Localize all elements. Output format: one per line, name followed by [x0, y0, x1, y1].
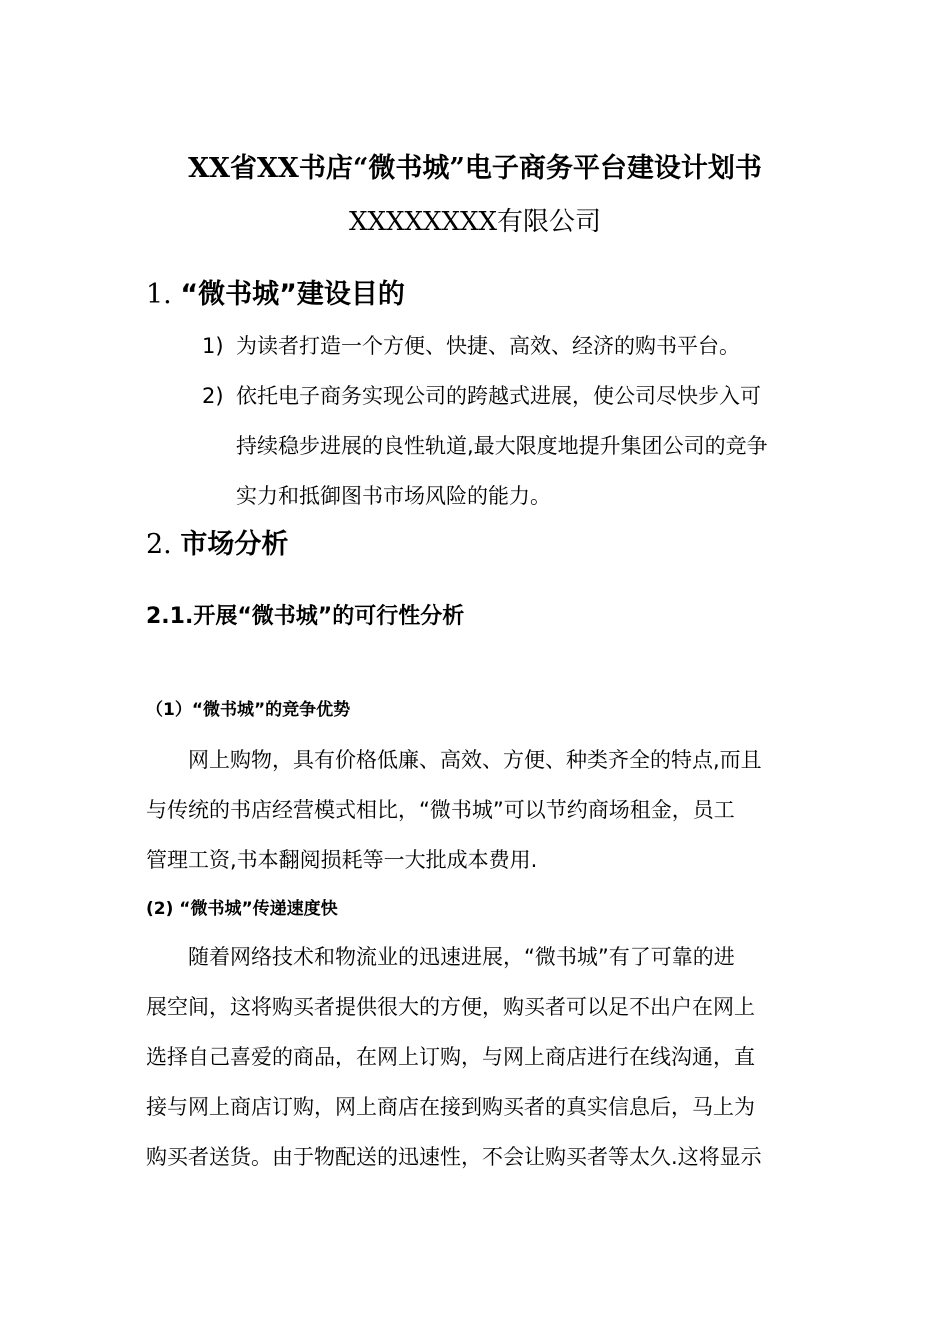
paragraph-line: 接与网上商店订购，网上商店在接到购买者的真实信息后，马上为	[146, 1095, 755, 1119]
list-item-text: 依托电子商务实现公司的跨越式进展，使公司尽快步入可	[236, 384, 761, 408]
list-marker: 1)	[202, 334, 224, 358]
section-1-heading	[146, 277, 405, 313]
paragraph-line: 选择自己喜爱的商品，在网上订购，与网上商店进行在线沟通，直	[146, 1045, 755, 1069]
point-heading: （1）“微书城”的竞争优势	[146, 700, 351, 720]
section-number: 2.	[146, 529, 172, 560]
list-marker: 2)	[202, 384, 224, 408]
list-item	[202, 331, 740, 361]
company-name: XXXXXXXX有限公司	[348, 207, 602, 237]
list-item-continuation: 持续稳步进展的良性轨道,最大限度地提升集团公司的竞争	[236, 434, 768, 458]
paragraph-line: 展空间，这将购买者提供很大的方便，购买者可以足不出户在网上	[146, 995, 755, 1019]
paragraph-line: 管理工资,书本翻阅损耗等一大批成本费用.	[146, 848, 538, 872]
paragraph-line: 随着网络技术和物流业的迅速进展，“微书城”有了可靠的进	[188, 945, 735, 969]
list-item-text: 为读者打造一个方便、快捷、高效、经济的购书平台。	[236, 334, 740, 358]
paragraph-line: 与传统的书店经营模式相比，“微书城”可以节约商场租金，员工	[146, 798, 735, 822]
paragraph-line: 网上购物，具有价格低廉、高效、方便、种类齐全的特点,而且	[188, 748, 762, 772]
document-title: XX省XX书店“微书城”电子商务平台建设计划书	[188, 153, 762, 184]
section-title: 市场分析	[180, 529, 289, 560]
subsection-heading: 2.1.开展“微书城”的可行性分析	[146, 604, 465, 629]
section-number: 1.	[146, 279, 172, 310]
paragraph-line: 购买者送货。由于物配送的迅速性，不会让购买者等太久.这将显示	[146, 1145, 762, 1169]
section-title: “微书城”建设目的	[180, 279, 405, 310]
list-item-continuation: 实力和抵御图书市场风险的能力。	[236, 484, 551, 508]
point-heading: (2) “微书城”传递速度快	[146, 899, 338, 919]
list-item	[202, 381, 761, 411]
section-2-heading	[146, 527, 288, 563]
